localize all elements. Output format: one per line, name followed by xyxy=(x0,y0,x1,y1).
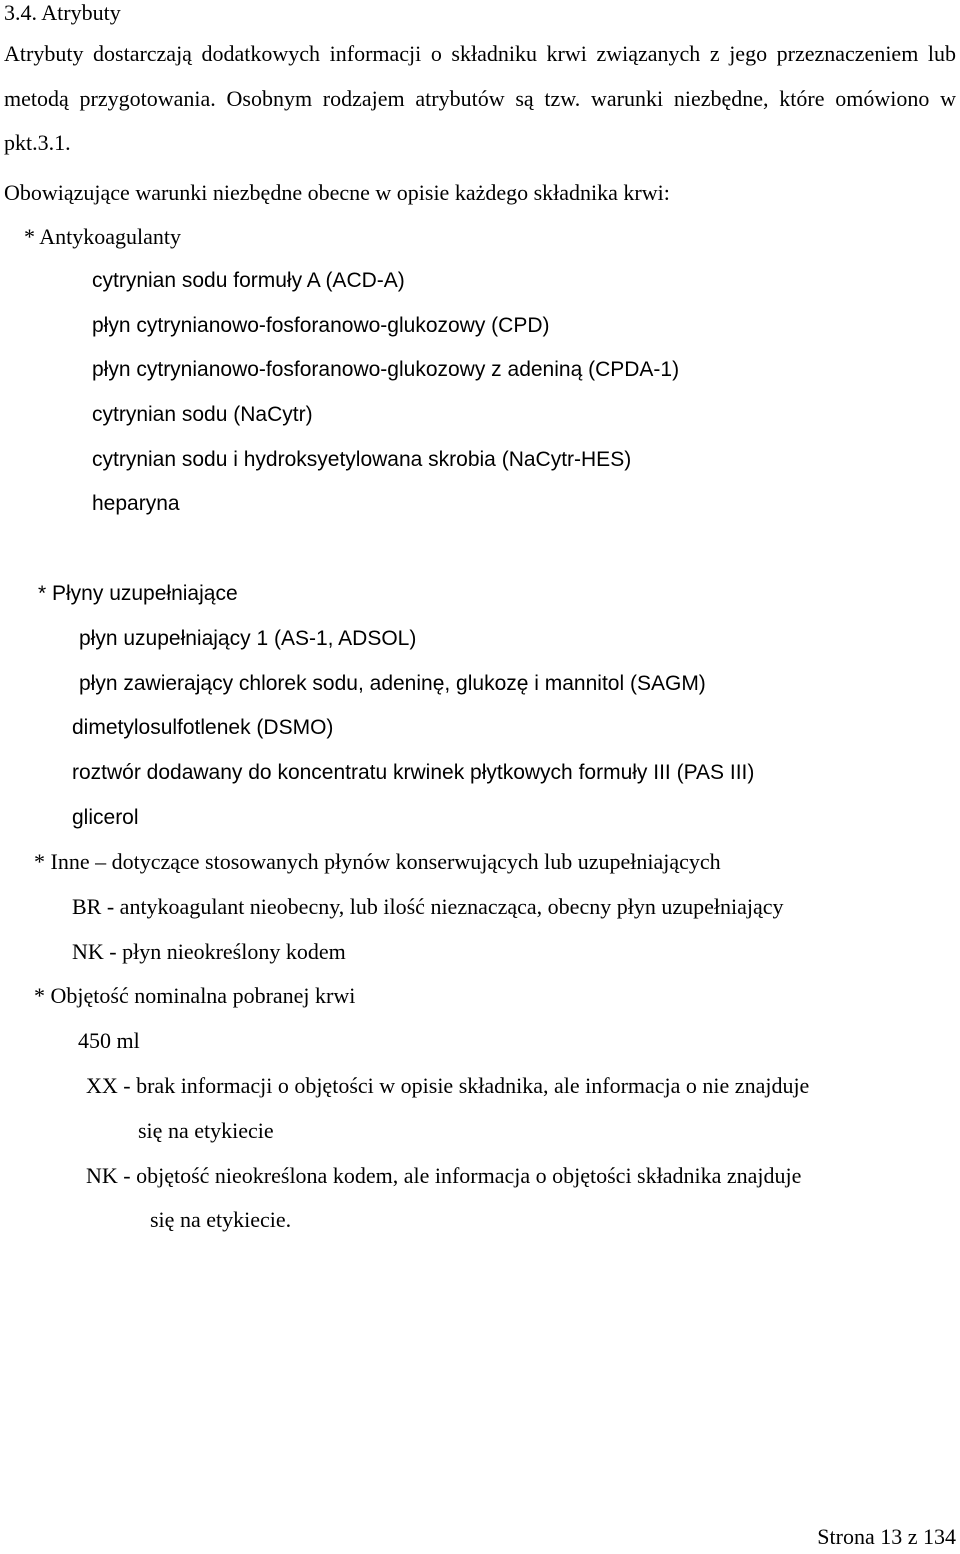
additive-solution-item: glicerol xyxy=(72,806,139,829)
other-item: NK - płyn nieokreślony kodem xyxy=(72,939,346,964)
anticoagulant-item: cytrynian sodu (NaCytr) xyxy=(92,403,313,426)
volume-value: 450 ml xyxy=(78,1028,140,1053)
additive-solution-item: dimetylosulfotlenek (DSMO) xyxy=(72,716,334,739)
required-conditions-heading: Obowiązujące warunki niezbędne obecne w opisie każdego składnika krwi: xyxy=(4,180,670,205)
footer-prefix: Strona xyxy=(817,1524,875,1549)
other-title: * Inne – dotyczące stosowanych płynów konserwujących lub uzupełniających xyxy=(34,849,721,874)
additive-solutions-title: * Płyny uzupełniające xyxy=(38,582,238,605)
additive-solution-item: roztwór dodawany do koncentratu krwinek płytkowych formuły III (PAS III) xyxy=(72,761,755,784)
additive-solution-item: płyn uzupełniający 1 (AS-1, ADSOL) xyxy=(79,627,417,650)
footer-separator: z xyxy=(907,1524,918,1549)
anticoagulant-item: płyn cytrynianowo-fosforanowo-glukozowy z adeniną (CPDA-1) xyxy=(92,358,680,381)
volume-xx-continuation: się na etykiecie xyxy=(138,1118,274,1143)
volume-xx-line: XX - brak informacji o objętości w opisie składnika, ale informacja o nie znajduje xyxy=(86,1073,810,1098)
anticoagulant-item: heparyna xyxy=(92,492,180,515)
intro-paragraph: Atrybuty dostarczają dodatkowych informacji o składniku krwi związanych z jego przeznaczeniem lub metodą przygotowania. Osobnym rodzajem atrybutów są tzw. warunki niezbędne, które omówiono w pkt.3.1. xyxy=(4,41,956,156)
anticoagulant-item: cytrynian sodu formuły A (ACD-A) xyxy=(92,269,405,292)
page-footer xyxy=(817,1524,956,1550)
anticoagulant-item: cytrynian sodu i hydroksyetylowana skrobia (NaCytr-HES) xyxy=(92,448,632,471)
anticoagulants-title: * Antykoagulanty xyxy=(24,224,182,249)
volume-title: * Objętość nominalna pobranej krwi xyxy=(34,983,356,1008)
footer-page-number: 13 xyxy=(880,1524,903,1549)
footer-total-pages: 134 xyxy=(923,1524,956,1549)
section-heading: 3.4. Atrybuty xyxy=(4,0,121,25)
other-item: BR - antykoagulant nieobecny, lub ilość nieznacząca, obecny płyn uzupełniający xyxy=(72,894,784,919)
anticoagulant-item: płyn cytrynianowo-fosforanowo-glukozowy (CPD) xyxy=(92,314,550,337)
volume-nk-line: NK - objętość nieokreślona kodem, ale informacja o objętości składnika znajduje xyxy=(86,1163,802,1188)
volume-nk-continuation: się na etykiecie. xyxy=(150,1207,292,1232)
additive-solution-item: płyn zawierający chlorek sodu, adeninę, glukozę i mannitol (SAGM) xyxy=(79,672,706,695)
